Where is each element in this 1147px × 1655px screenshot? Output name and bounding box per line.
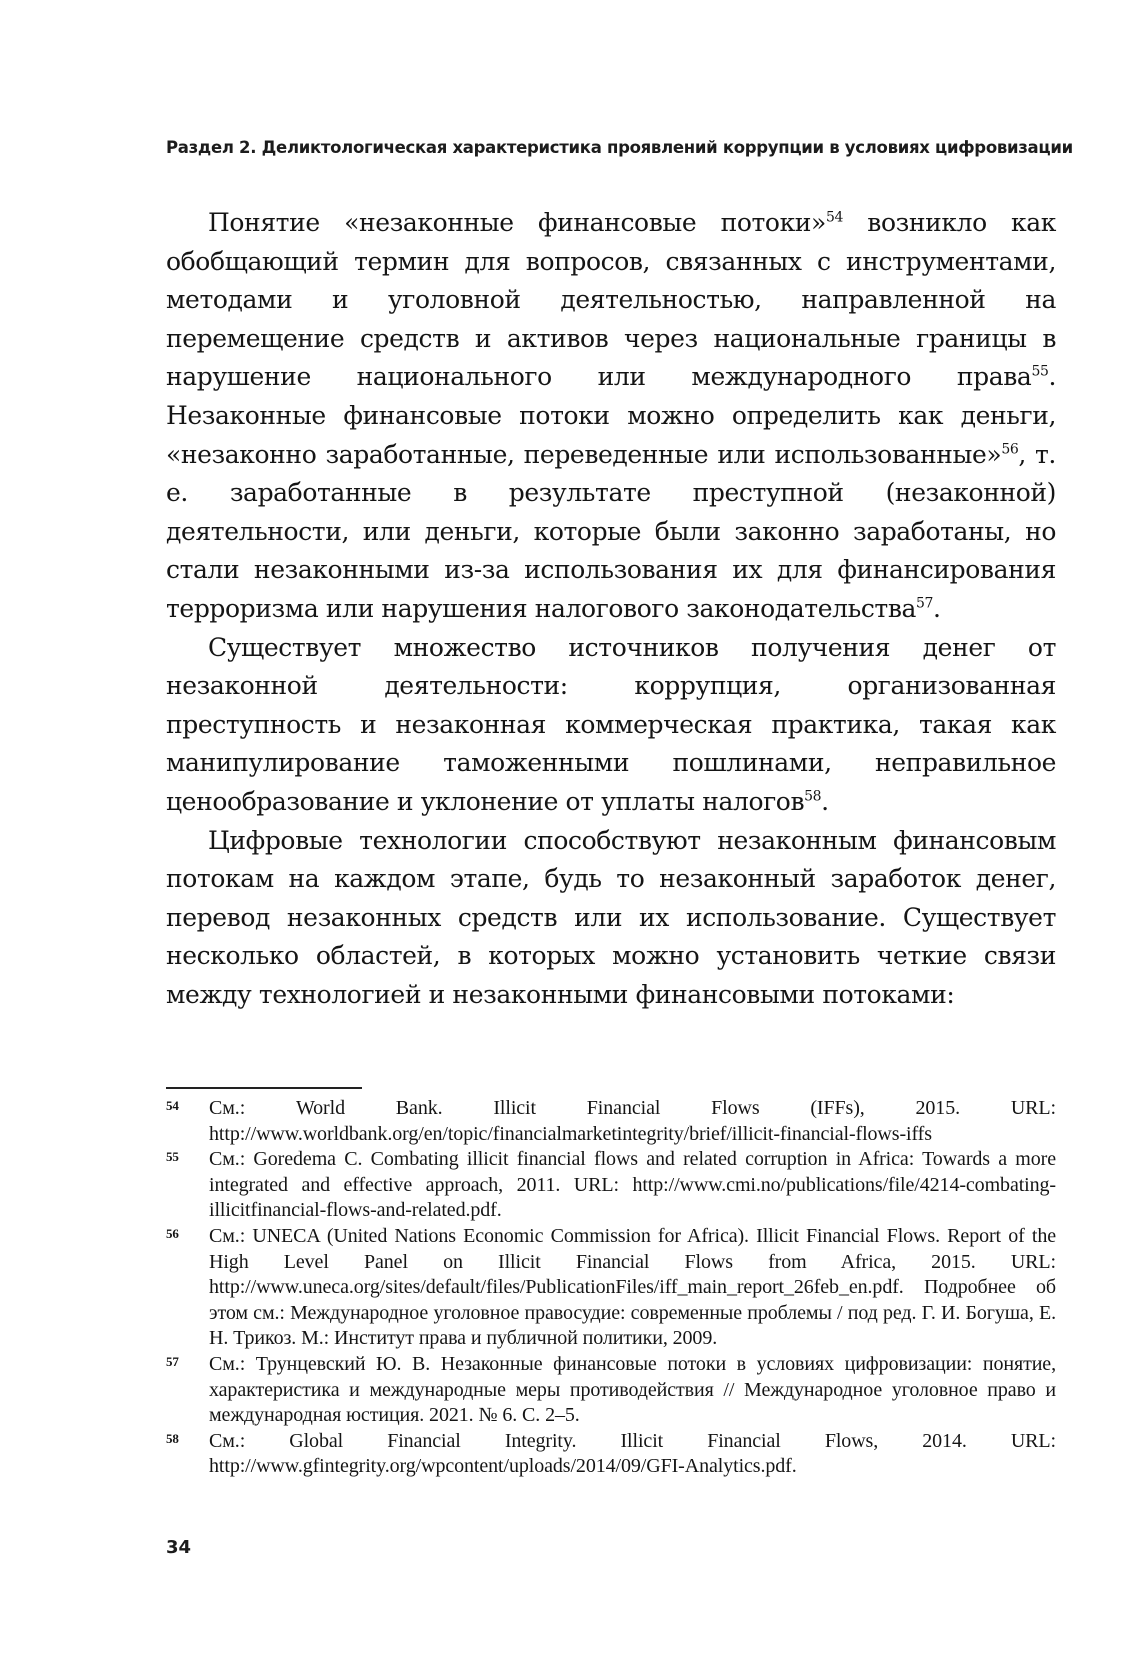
footnote [166,1147,1056,1224]
footnotes [166,1096,1056,1480]
footnote-number: 58 [166,1430,179,1446]
paragraph: Понятие «незаконные финансовые потоки»$^{54}$ возникло как обобщающий термин для вопросов, связанных с инструментами, методами и уголовной деятельностью, направленной на перемещение средств и активов через национальные границы в нарушение национального или международного права$^{55}$. Незаконные финансовые потоки можно определить как деньги, «незаконно заработанные, переведенные или использованные»$^{56}$, т. е. заработанные в результате преступной (незаконной) деятельности, или деньги, которые были законно заработаны, но стали незаконными из-за использования их для финансирования терроризма или нарушения налогового законодательства$^{57}$. [166,208,1056,623]
footnote [166,1429,1056,1480]
paragraph: Цифровые технологии способствуют незаконным финансовым потокам на каждом этапе, будь то незаконный заработок денег, перевод незаконных средств или их использование. Существует несколько областей, в которых можно установить четкие связи между технологией и незаконными финансовыми потоками: [166,825,1056,1009]
footnote-text: См.: UNECA (United Nations Economic Commission for Africa). Illicit Financial Flows. Report of the High Level Panel on Illicit Financial Flows from Africa, 2015. URL: http://www.uneca.org/sites/default/files/PublicationFiles/iff_main_report_26feb_en.pdf. Подробнее об этом см.: Международное уголовное правосудие: современные проблемы / под ред. Г. И. Богуша, Е. Н. Трикоз. М.: Институт права и публичной политики, 2009. [209,1224,1056,1350]
footnote-number: 54 [166,1098,179,1113]
footnote-number: 55 [166,1149,179,1165]
running-header: Раздел 2. Деликтологическая характеристика проявлений коррупции в условиях цифровизации [166,138,1073,157]
footnote-text: См.: World Bank. Illicit Financial Flows (IFFs), 2015. URL: http://www.worldbank.org/en/topic/financialmarketintegrity/brief/illicit-financial-flows-iffs [209,1097,1056,1145]
footnote [166,1096,1056,1147]
footnote-number: 57 [166,1353,179,1369]
footnote-text: См.: Трунцевский Ю. В. Незаконные финансовые потоки в условиях цифровизации: понятие, характеристика и международные меры противодействия // Международное уголовное право и международная юстиция. 2021. № 6. С. 2–5. [209,1352,1056,1427]
footnote-ref[interactable]: 58 [804,788,822,805]
footnote-text: См.: Global Financial Integrity. Illicit Financial Flows, 2014. URL: http://www.gfintegrity.org/wpcontent/uploads/2014/09/GFI-Analytics.pdf. [209,1429,1056,1478]
footnote-separator [166,1087,362,1089]
footnote-ref[interactable]: 54 [825,209,843,226]
footnote-text: См.: Goredema C. Combating illicit financial flows and related corruption in Africa: Towards a more integrated and effective approach, 2011. URL: http://www.cmi.no/publications/file/4214-combating-illicitfinancial-flows-and-related.pdf. [209,1148,1056,1222]
footnote-ref[interactable]: 55 [1031,364,1049,381]
footnote-ref[interactable]: 56 [1001,441,1019,458]
footnote-number: 56 [166,1225,179,1241]
paragraph: Существует множество источников получения денег от незаконной деятельности: коррупция, организованная преступность и незаконная коммерческая практика, такая как манипулирование таможенными пошлинами, неправильное ценообразование и уклонение от уплаты налогов$^{58}$. [166,632,1056,816]
footnote [166,1352,1056,1429]
footnote-ref[interactable]: 57 [916,595,934,612]
footnote [166,1224,1056,1352]
page-number: 34 [166,1537,192,1558]
body-text [166,204,1056,1014]
